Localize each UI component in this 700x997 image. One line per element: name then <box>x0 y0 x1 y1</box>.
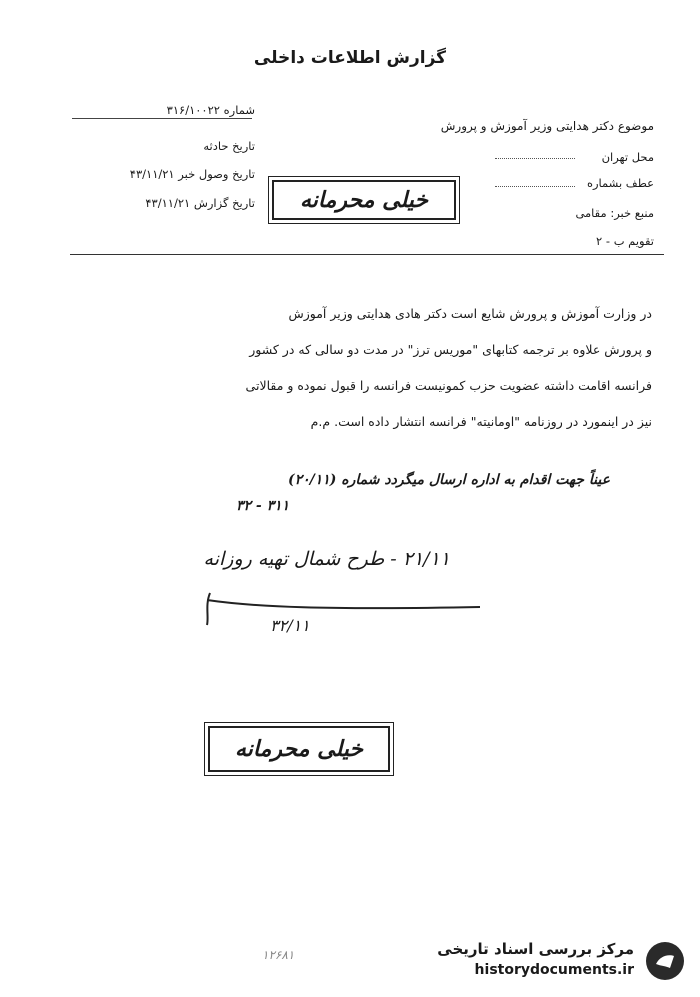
body-line: نیز در اینمورد در روزنامه "اومانیته" فرانسه انتشار داده است. م.م <box>310 414 652 429</box>
incident-date: تاریخ حادثه <box>203 139 255 153</box>
archive-number: ۱۲۶۸۱ <box>262 948 295 962</box>
news-received-date: تاریخ وصول خبر ۴۳/۱۱/۲۱ <box>129 167 255 181</box>
reference-field: عطف بشماره <box>586 176 654 190</box>
watermark-text: مرکز بررسی اسناد تاریخی <box>437 940 634 958</box>
handwritten-number: ۳۱۱ - ۳۲ <box>236 498 290 514</box>
report-date: تاریخ گزارش ۴۳/۱۱/۲۱ <box>145 196 255 210</box>
header-divider <box>70 254 664 255</box>
handwritten-date: ۳۲/۱۱ <box>270 616 310 635</box>
body-line: در وزارت آموزش و پرورش شایع است دکتر هادی هدایتی وزیر آموزش <box>288 306 652 321</box>
signature <box>195 585 495 645</box>
evaluation-field: تقویم ب - ۲ <box>596 234 654 248</box>
divider <box>72 118 252 119</box>
confidential-stamp-bottom: خیلی محرمانه <box>208 726 390 772</box>
handwritten-referral: عیناً جهت اقدام به اداره ارسال میگردد شماره (۲۰/۱۱) <box>287 472 610 488</box>
body-line: و پرورش علاوه بر ترجمه کتابهای "موریس ترز" در مدت دو سالی که در کشور <box>249 342 652 357</box>
watermark-url: historydocuments.ir <box>474 962 634 978</box>
subject-field: موضوع دکتر هدایتی وزیر آموزش و پرورش <box>440 119 654 133</box>
source-field: منبع خبر: مقامی <box>575 206 654 220</box>
confidential-stamp: خیلی محرمانه <box>272 180 456 220</box>
report-number: شماره ۳۱۶/۱۰۰۲۲ <box>166 103 255 117</box>
archive-logo-icon <box>646 942 684 980</box>
place-field: محل تهران <box>601 150 654 164</box>
handwritten-note: ۲۱/۱۱ - طرح شمال تهیه روزانه <box>203 548 450 570</box>
dotted-line <box>495 186 575 187</box>
body-line: فرانسه اقامت داشته عضویت حزب کمونیست فرانسه را قبول نموده و مقالاتی <box>245 378 652 393</box>
report-body <box>42 296 652 440</box>
watermark <box>420 936 690 986</box>
dotted-line <box>495 158 575 159</box>
report-title: گزارش اطلاعات داخلی <box>253 48 447 68</box>
